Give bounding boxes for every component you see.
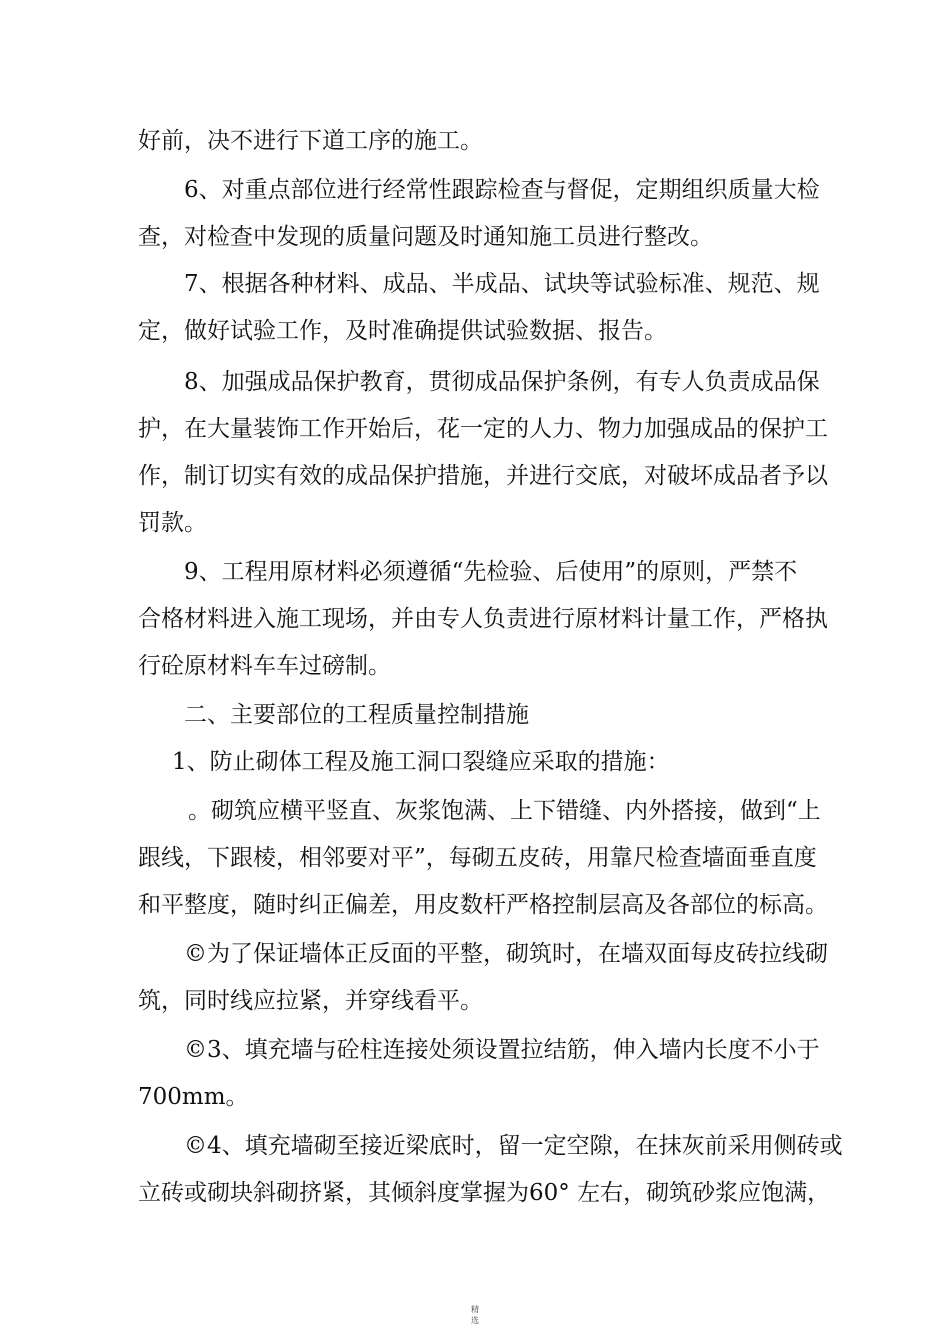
- text-line: 8、加强成品保护教育，贯彻成品保护条例，有专人负责成品保: [184, 369, 820, 395]
- subsection-heading: 1、防止砌体工程及施工洞口裂缝应采取的措施：: [172, 749, 670, 775]
- text-line: 定，做好试验工作，及时准确提供试验数据、报告。: [138, 318, 667, 344]
- text-line: 作，制订切实有效的成品保护措施，并进行交底，对破坏成品者予以: [138, 463, 828, 489]
- text-line: 和平整度，随时纠正偏差，用皮数杆严格控制层高及各部位的标高。: [138, 892, 828, 918]
- footer-mark-top: 精: [471, 1305, 479, 1314]
- text-line: ©3、填充墙与砼柱连接处须设置拉结筋，伸入墙内长度不小于: [184, 1037, 820, 1063]
- text-line: 立砖或砌块斜砌挤紧，其倾斜度掌握为60° 左右，砌筑砂浆应饱满，: [138, 1180, 831, 1206]
- text-line: 行砼原材料车车过磅制。: [138, 653, 391, 679]
- text-line: 跟线，下跟棱，相邻要对平”，每砌五皮砖，用靠尺检查墙面垂直度: [138, 845, 817, 871]
- text-line: 9、工程用原材料必须遵循“先检验、后使用”的原则，严禁不: [184, 559, 798, 585]
- text-line: 护，在大量装饰工作开始后，花一定的人力、物力加强成品的保护工: [138, 416, 828, 442]
- text-line: ©4、填充墙砌至接近梁底时，留一定空隙，在抹灰前采用侧砖或: [184, 1133, 843, 1159]
- text-line: 好前，决不进行下道工序的施工。: [138, 128, 483, 154]
- text-line: 查，对检查中发现的质量问题及时通知施工员进行整改。: [138, 224, 713, 250]
- text-line: 6、对重点部位进行经常性跟踪检查与督促，定期组织质量大检: [184, 177, 820, 203]
- text-line: 筑，同时线应拉紧，并穿线看平。: [138, 988, 483, 1014]
- text-line: 合格材料进入施工现场，并由专人负责进行原材料计量工作，严格执: [138, 606, 828, 632]
- text-line: 。砌筑应横平竖直、灰浆饱满、上下错缝、内外搭接，做到“上: [188, 798, 821, 824]
- text-line: 7、根据各种材料、成品、半成品、试块等试验标准、规范、规: [184, 271, 820, 297]
- footer-mark-bottom: 选: [471, 1316, 479, 1325]
- text-line: ©为了保证墙体正反面的平整，砌筑时，在墙双面每皮砖拉线砌: [184, 941, 828, 967]
- text-line: 罚款。: [138, 510, 207, 536]
- text-line: 700mm。: [138, 1084, 249, 1110]
- section-heading: 二、主要部位的工程质量控制措施: [184, 702, 529, 728]
